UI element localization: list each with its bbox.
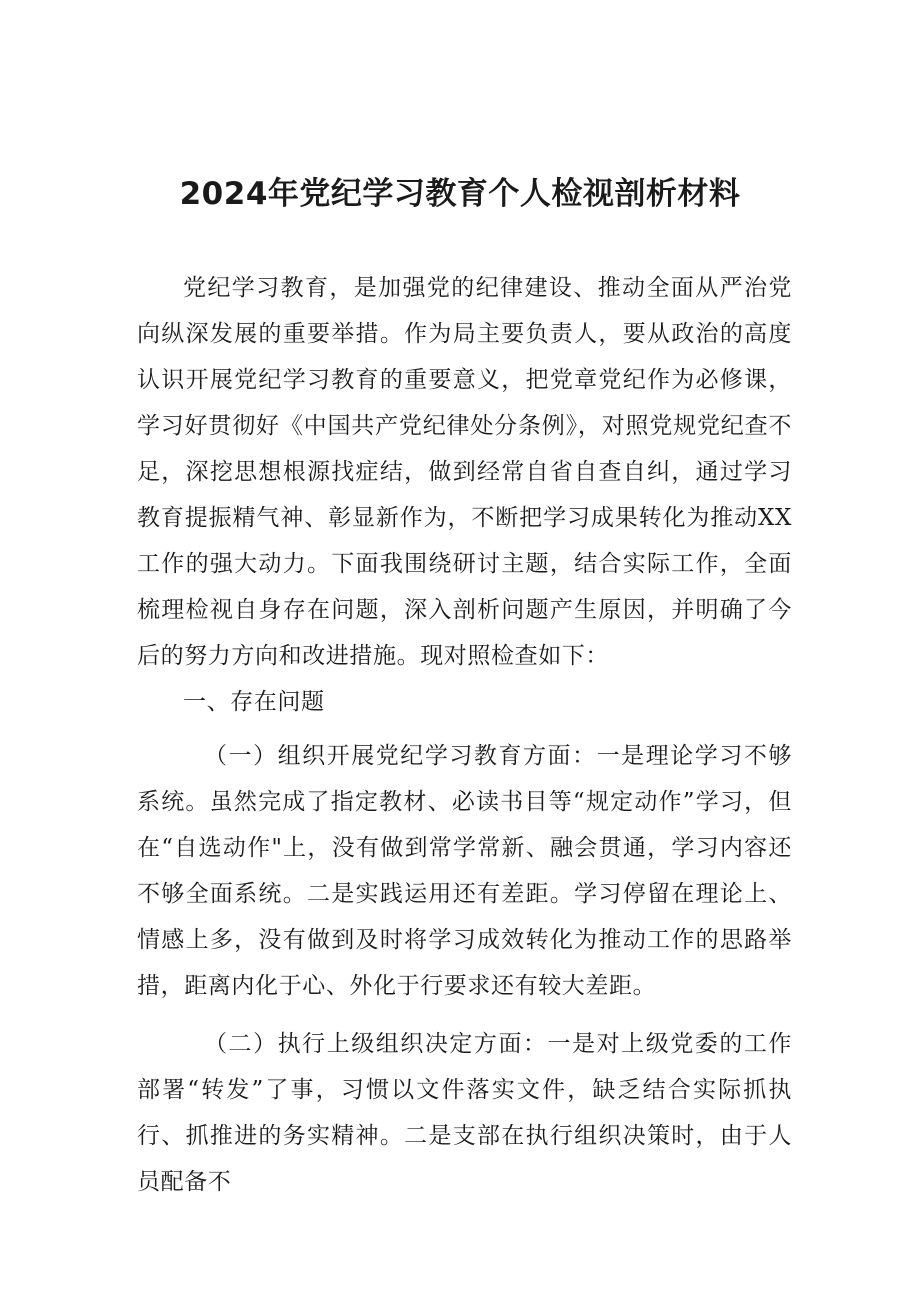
section-heading-problems: 一、存在问题 bbox=[183, 689, 325, 715]
subsection-paragraph-2: （二）执行上级组织决定方面：一是对上级党委的工作部署“转发”了事，习惯以文件落实文件，缺乏结合实际抓执行、抓推进的务实精神。二是支部在执行组织决策时，由于人员配备不 bbox=[137, 1031, 792, 1195]
document-body bbox=[137, 265, 792, 1205]
subsection-paragraph-1: （一）组织开展党纪学习教育方面：一是理论学习不够系统。虽然完成了指定教材、必读书目等“规定动作”学习，但在“自选动作"上，没有做到常学常新、融会贯通，学习内容还不够全面系统。二是实践运用还有差距。学习停留在理论上、情感上多，没有做到及时将学习成效转化为推动工作的思路举措，距离内化于心、外化于行要求还有较大差距。 bbox=[137, 743, 792, 999]
intro-paragraph: 党纪学习教育，是加强党的纪律建设、推动全面从严治党向纵深发展的重要举措。作为局主要负责人，要从政治的高度认识开展党纪学习教育的重要意义，把党章党纪作为必修课，学习好贯彻好《中国共产党纪律处分条例》，对照党规党纪查不足，深挖思想根源找症结，做到经常自省自查自纠，通过学习教育提振精气神、彰显新作为，不断把学习成果转化为推动XX工作的强大动力。下面我围绕研讨主题，结合实际工作，全面梳理检视自身存在问题，深入剖析问题产生原因，并明确了今后的努力方向和改进措施。现对照检查如下： bbox=[137, 275, 792, 669]
document-title: 2024年党纪学习教育个人检视剖析材料 bbox=[179, 176, 741, 212]
